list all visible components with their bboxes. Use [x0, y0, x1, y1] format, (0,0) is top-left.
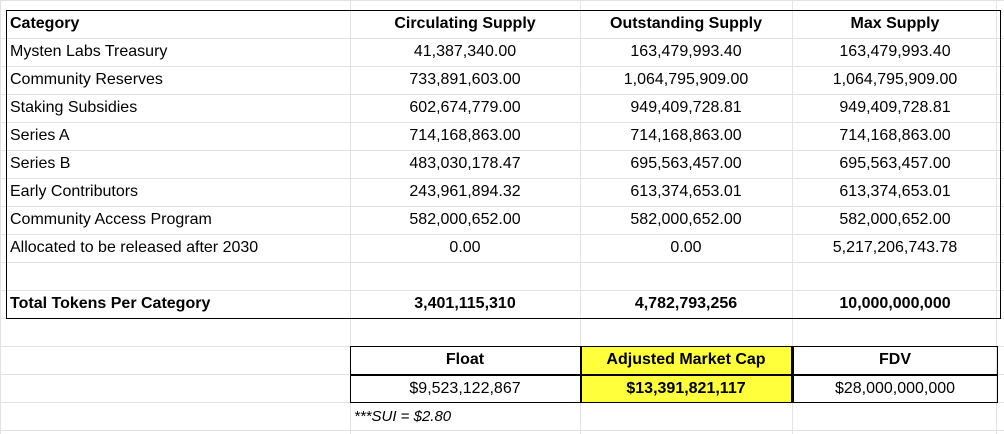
header-max-supply[interactable]: Max Supply	[850, 15, 940, 32]
row-category[interactable]: Series A	[10, 127, 70, 144]
summary-header-adjusted-market-cap[interactable]: Adjusted Market Cap	[606, 351, 766, 368]
row-circulating[interactable]: 714,168,863.00	[409, 127, 521, 144]
total-max[interactable]: 10,000,000,000	[839, 295, 951, 312]
row-circulating[interactable]: 41,387,340.00	[413, 43, 517, 60]
row-outstanding[interactable]: 163,479,993.40	[630, 43, 742, 60]
row-category[interactable]: Community Access Program	[10, 211, 212, 228]
row-circulating[interactable]: 0.00	[449, 239, 481, 256]
row-outstanding[interactable]: 613,374,653.01	[630, 183, 742, 200]
row-max[interactable]: 714,168,863.00	[839, 127, 951, 144]
row-category[interactable]: Mysten Labs Treasury	[10, 43, 168, 60]
row-circulating[interactable]: 483,030,178.47	[409, 155, 521, 172]
header-outstanding-supply[interactable]: Outstanding Supply	[610, 15, 762, 32]
row-outstanding[interactable]: 0.00	[670, 239, 702, 256]
row-circulating[interactable]: 733,891,603.00	[409, 71, 521, 88]
summary-header-float[interactable]: Float	[445, 351, 485, 368]
header-category[interactable]: Category	[10, 15, 80, 32]
row-max[interactable]: 582,000,652.00	[839, 211, 951, 228]
summary-value-adjusted-market-cap[interactable]: $13,391,821,117	[626, 380, 746, 397]
row-category[interactable]: Staking Subsidies	[10, 99, 138, 116]
row-circulating[interactable]: 243,961,894.32	[409, 183, 521, 200]
row-outstanding[interactable]: 582,000,652.00	[630, 211, 742, 228]
row-circulating[interactable]: 582,000,652.00	[409, 211, 521, 228]
row-category[interactable]: Early Contributors	[10, 183, 139, 200]
row-category[interactable]: Series B	[10, 155, 71, 172]
row-max[interactable]: 5,217,206,743.78	[832, 239, 958, 256]
total-circulating[interactable]: 3,401,115,310	[414, 295, 516, 312]
row-max[interactable]: 1,064,795,909.00	[832, 71, 958, 88]
row-max[interactable]: 163,479,993.40	[839, 43, 951, 60]
total-label[interactable]: Total Tokens Per Category	[10, 295, 211, 312]
row-outstanding[interactable]: 695,563,457.00	[630, 155, 742, 172]
summary-value-float[interactable]: $9,523,122,867	[409, 380, 521, 397]
row-outstanding[interactable]: 714,168,863.00	[630, 127, 742, 144]
summary-header-fdv[interactable]: FDV	[879, 351, 911, 368]
row-circulating[interactable]: 602,674,779.00	[409, 99, 521, 116]
row-outstanding[interactable]: 949,409,728.81	[630, 99, 742, 116]
row-max[interactable]: 695,563,457.00	[839, 155, 951, 172]
summary-value-fdv[interactable]: $28,000,000,000	[834, 380, 956, 397]
row-max[interactable]: 949,409,728.81	[839, 99, 951, 116]
header-circulating-supply[interactable]: Circulating Supply	[394, 15, 536, 32]
price-note[interactable]: ***SUI = $2.80	[354, 408, 452, 425]
row-max[interactable]: 613,374,653.01	[839, 183, 951, 200]
total-outstanding[interactable]: 4,782,793,256	[634, 295, 738, 312]
row-category[interactable]: Community Reserves	[10, 71, 163, 88]
row-outstanding[interactable]: 1,064,795,909.00	[623, 71, 749, 88]
row-category[interactable]: Allocated to be released after 2030	[10, 239, 259, 256]
